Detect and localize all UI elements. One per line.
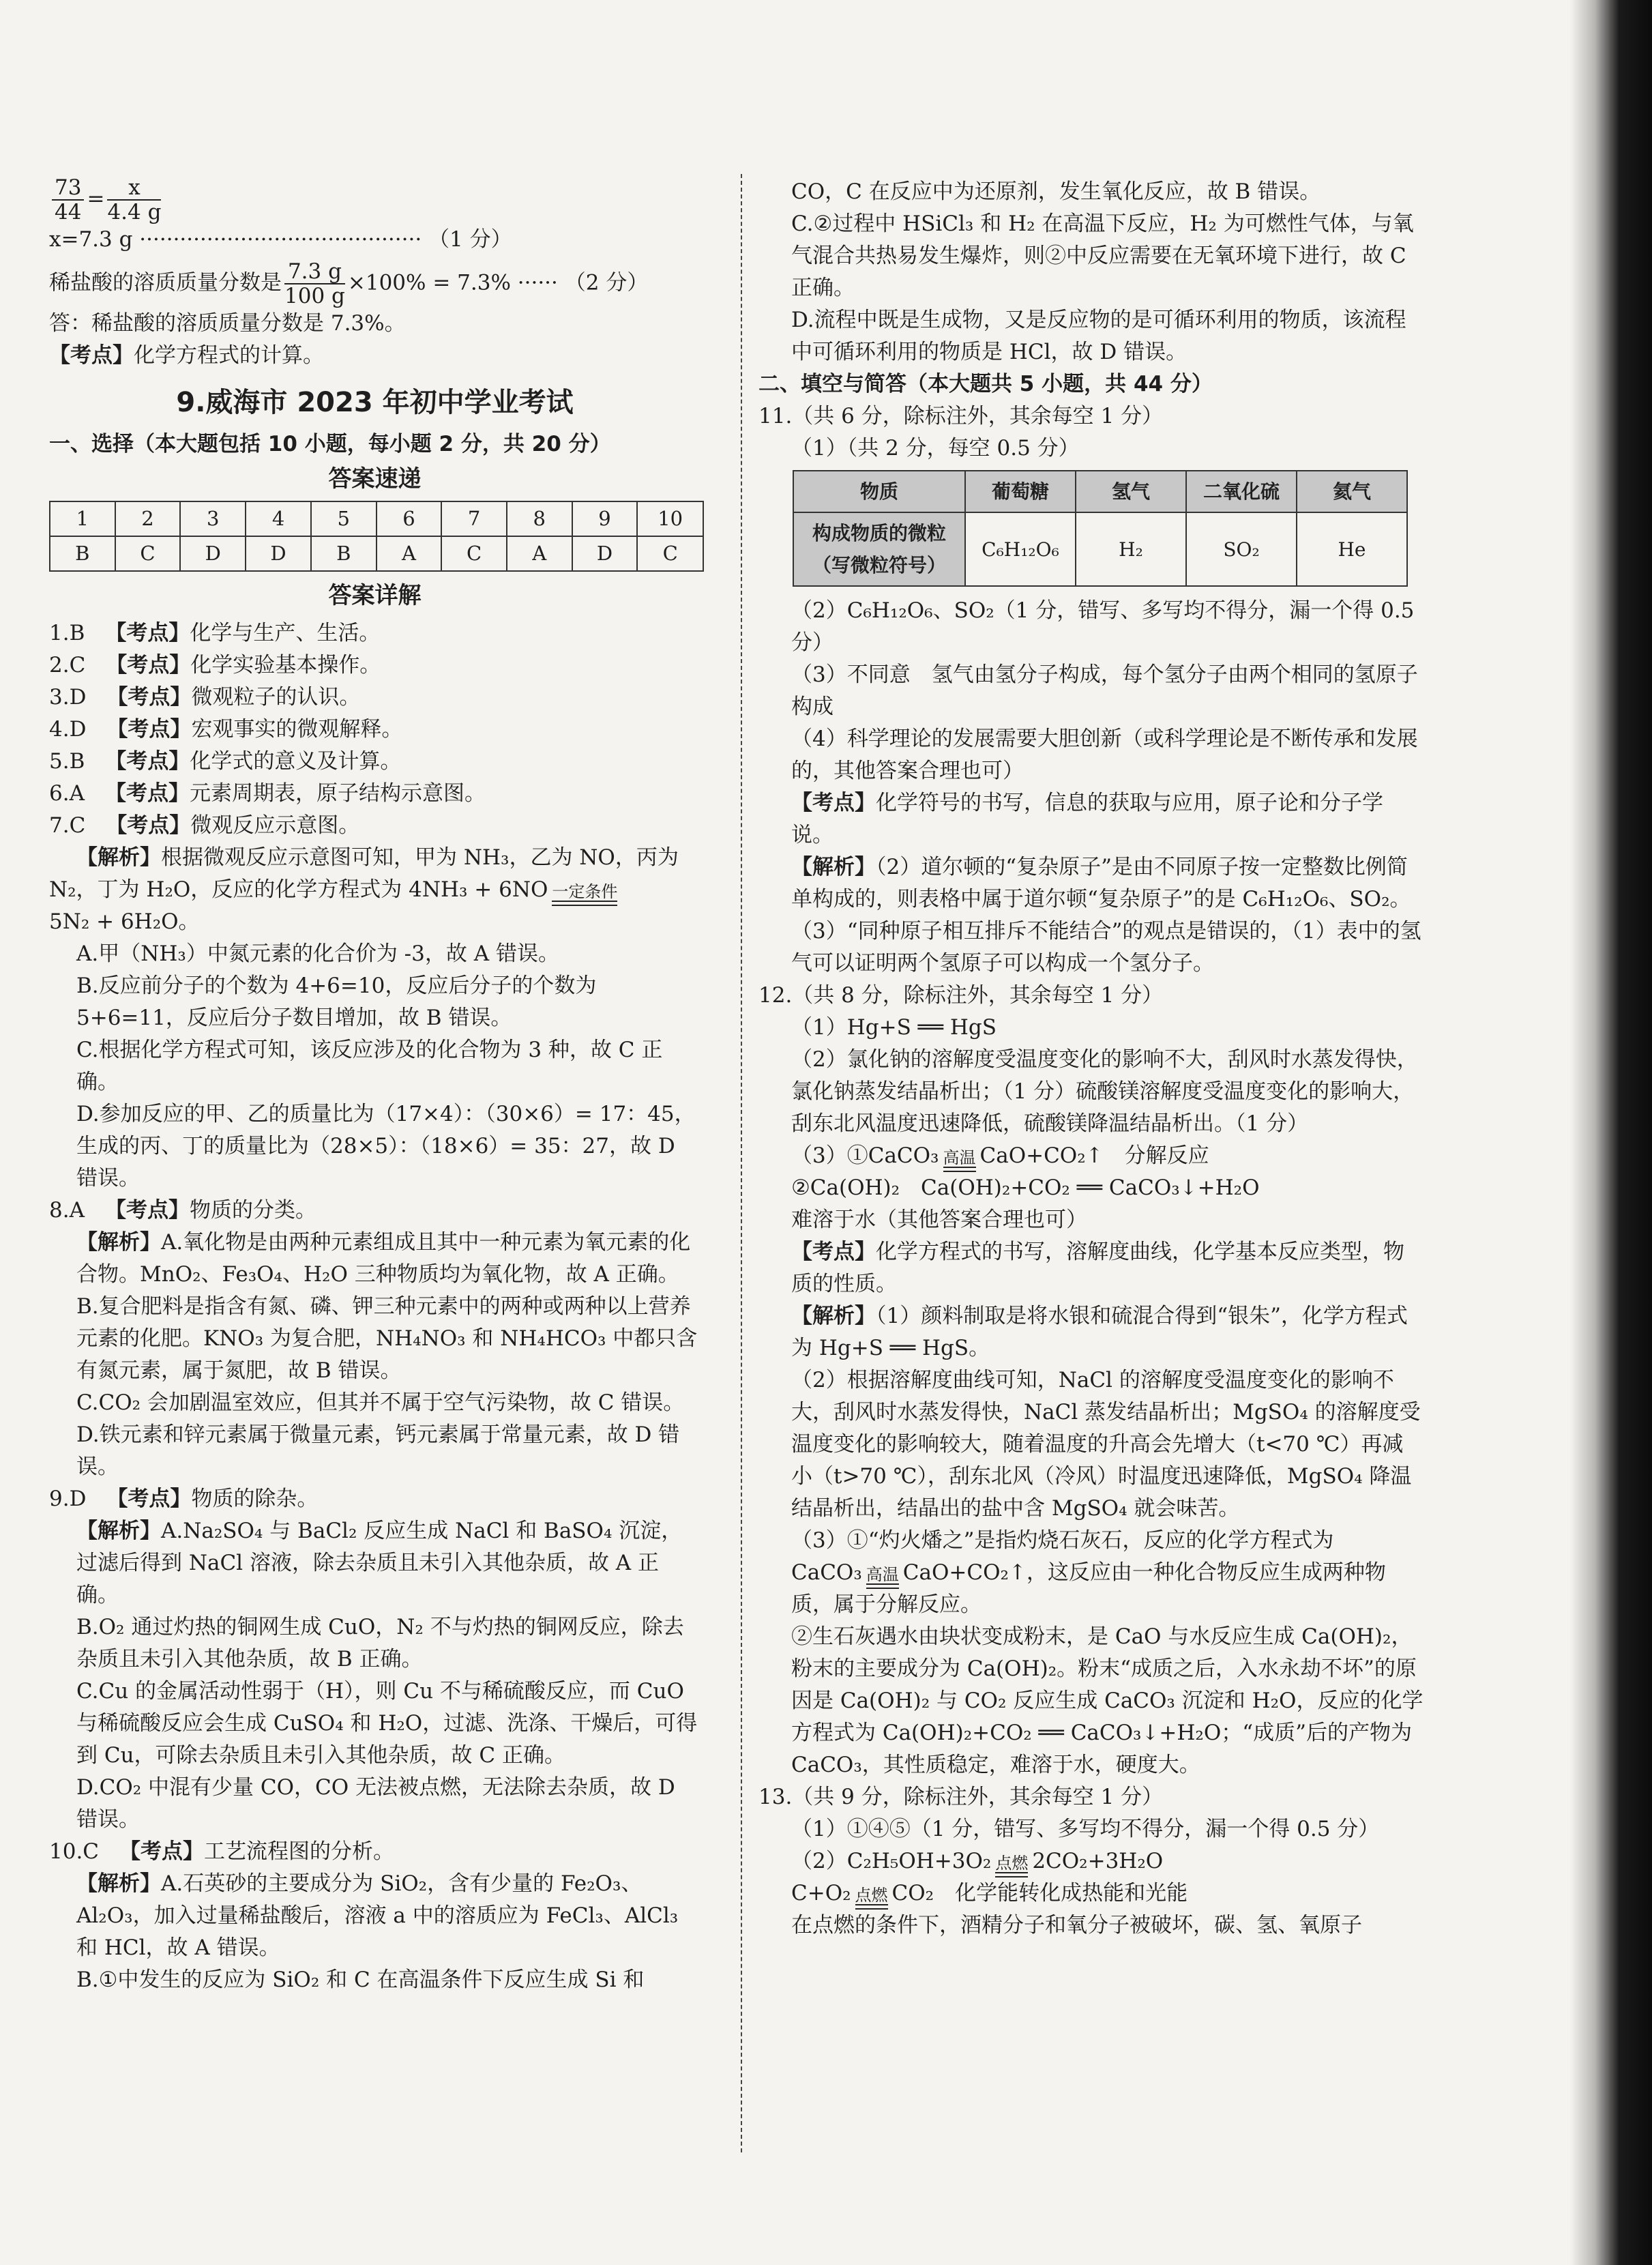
q13-part4: 在点燃的条件下，酒精分子和氧分子被破坏，碳、氢、氧原子	[791, 1913, 1362, 1938]
substance-table-row	[793, 512, 1407, 586]
answer-number-cell: 7	[441, 501, 507, 536]
reaction-arrow: 高温	[866, 1566, 899, 1589]
q10-option-c: C.②过程中 HSiCl₃ 和 H₂ 在高温下反应，H₂ 为可燃性气体，与氧气混合共热易发生爆炸，则②中反应需要在无氧环境下进行，故 C 正确。	[791, 211, 1414, 300]
q12-analysis-3b: CaCO₃ 高温 CaO+CO₂↑，这反应由一种化合物反应生成两种物质，属于分解反应。	[791, 1560, 1386, 1617]
q12-head: 12.（共 8 分，除标注外，其余每空 1 分）	[758, 983, 1164, 1008]
q10-option-d: D.流程中既是生成物，又是反应物的是可循环利用的物质，该流程中可循环利用的物质是 HCl，故 D 错误。	[791, 308, 1406, 364]
answer-value-row	[50, 536, 703, 571]
answer-item: 3.D 【考点】微观粒子的认识。	[49, 685, 361, 710]
substance-value-cell: SO₂	[1186, 512, 1297, 586]
answer-item: 2.C 【考点】化学实验基本操作。	[49, 653, 381, 677]
q7-equation-end: 5N₂ + 6H₂O。	[49, 909, 200, 934]
q8-line: 8.A 【考点】物质的分类。	[49, 1198, 316, 1223]
right-column	[758, 176, 1424, 1942]
fraction: $\frac{7.3 g}{100 g}$	[284, 259, 345, 308]
q8-option-b: B.复合肥料是指含有氮、磷、钾三种元素中的两种或两种以上营养元素的化肥。KNO₃ 为复合肥，NH₄NO₃ 和 NH₄HCO₃ 中都只含有氮元素，属于氮肥，故 B 错误。	[76, 1294, 698, 1383]
ratio-line: $\frac{73}{44}$ = $\frac{x}{4.4 g}$	[49, 176, 700, 224]
substance-header-cell: 氢气	[1076, 471, 1186, 512]
fraction: $\frac{x}{4.4 g}$	[107, 175, 162, 224]
q12-part3-3: 难溶于水（其他答案合理也可）	[791, 1208, 1087, 1232]
kaodian-line: 【考点】化学方程式的计算。	[49, 343, 324, 368]
reaction-arrow: 高温	[943, 1149, 976, 1172]
q12-part3-2: ②Ca(OH)₂ Ca(OH)₂+CO₂ ══ CaCO₃↓+H₂O	[791, 1175, 1260, 1200]
answer-number-row	[50, 501, 703, 536]
answer-value-cell: D	[246, 536, 311, 571]
answer-number-cell: 4	[246, 501, 311, 536]
scan-dark-edge	[1570, 0, 1652, 2265]
column-divider	[741, 174, 742, 2152]
q11-part4: （4）科学理论的发展需要大胆创新（或科学理论是不断传承和发展的，其他答案合理也可）	[791, 727, 1418, 783]
q12-analysis: 【解析】（1）颜料制取是将水银和硫混合得到“银朱”，化学方程式为 Hg+S ══ HgS。	[791, 1304, 1408, 1360]
item-list	[49, 617, 700, 842]
substance-row-label: 构成物质的微粒（写微粒符号）	[793, 512, 965, 586]
q9-line: 9.D 【考点】物质的除杂。	[49, 1487, 319, 1511]
detail-title: 答案详解	[328, 582, 422, 609]
q11-kaodian: 【考点】化学符号的书写，信息的获取与应用，原子论和分子学说。	[791, 791, 1383, 847]
substance-table	[793, 470, 1408, 587]
answer-value-cell: D	[572, 536, 638, 571]
q12-part1: （1）Hg+S ══ HgS	[791, 1015, 997, 1040]
q11-part2: （2）C₆H₁₂O₆、SO₂（1 分，错写、多写均不得分，漏一个得 0.5 分）	[791, 598, 1415, 655]
answer-value-cell: B	[50, 536, 115, 571]
reaction-arrow: 点燃	[995, 1854, 1028, 1877]
answer-number-cell: 5	[311, 501, 377, 536]
q9-analysis: 【解析】A.Na₂SO₄ 与 BaCl₂ 反应生成 NaCl 和 BaSO₄ 沉淀，过滤后得到 NaCl 溶液，除去杂质且未引入其他杂质，故 A 正确。	[76, 1519, 683, 1607]
q12-analysis-3: （3）①“灼火燔之”是指灼烧石灰石，反应的化学方程式为	[791, 1528, 1334, 1553]
answer-item: 4.D 【考点】宏观事实的微观解释。	[49, 717, 403, 742]
answer-value-cell: C	[115, 536, 181, 571]
substance-value-cell: He	[1297, 512, 1407, 586]
q10-option-b: B.①中发生的反应为 SiO₂ 和 C 在高温条件下反应生成 Si 和	[76, 1968, 645, 1992]
section2-header: 二、填空与简答（本大题共 5 小题，共 44 分）	[758, 372, 1213, 396]
q13-head: 13.（共 9 分，除标注外，其余每空 1 分）	[758, 1785, 1164, 1809]
q13-part1: （1）①④⑤（1 分，错写、多写均不得分，漏一个得 0.5 分）	[791, 1817, 1380, 1841]
q8-analysis: 【解析】A.氧化物是由两种元素组成且其中一种元素为氧元素的化合物。MnO₂、Fe₃O₄、H₂O 三种物质均为氧化物，故 A 正确。	[76, 1230, 691, 1287]
answer-number-cell: 8	[507, 501, 572, 536]
answer-item: 7.C 【考点】微观反应示意图。	[49, 813, 360, 838]
q8-option-d: D.铁元素和锌元素属于微量元素，钙元素属于常量元素，故 D 错误。	[76, 1422, 680, 1479]
q12-part3: （3）①CaCO₃ 高温 CaO+CO₂↑ 分解反应	[758, 1140, 1424, 1172]
q11-analysis-2: （3）“同种原子相互排斥不能结合”的观点是错误的，（1）表中的氢气可以证明两个氢原子可以构成一个氢分子。	[791, 919, 1421, 976]
reaction-arrow: 一定条件	[552, 883, 617, 906]
q10-continued: CO，C 在反应中为还原剂，发生氧化反应，故 B 错误。	[791, 179, 1321, 204]
answer-number-cell: 3	[180, 501, 246, 536]
q9-option-d: D.CO₂ 中混有少量 CO，CO 无法被点燃，无法除去杂质，故 D 错误。	[76, 1775, 675, 1832]
substance-header-cell: 葡萄糖	[965, 471, 1076, 512]
answer-number-cell: 2	[115, 501, 181, 536]
q11-head: 11.（共 6 分，除标注外，其余每空 1 分）	[758, 404, 1164, 428]
answer-item: 5.B 【考点】化学式的意义及计算。	[49, 749, 402, 774]
answer-value-cell: A	[507, 536, 572, 571]
q7-option-b: B.反应前分子的个数为 4+6=10，反应后分子的个数为 5+6=11，反应后分子数目增加，故 B 错误。	[76, 974, 597, 1030]
q12-part2: （2）氯化钠的溶解度受温度变化的影响不大，刮风时水蒸发得快，氯化钠蒸发结晶析出；（1 分）硫酸镁溶解度受温度变化的影响大，刮东北风温度迅速降低，硫酸镁降温结晶析出。（1 分）	[791, 1047, 1418, 1136]
answer-line: 答：稀盐酸的溶质质量分数是 7.3%。	[49, 311, 406, 336]
q7-option-c: C.根据化学方程式可知，该反应涉及的化合物为 3 种，故 C 正确。	[76, 1038, 663, 1094]
q11-part1: （1）（共 2 分，每空 0.5 分）	[791, 436, 1080, 461]
q7-option-d: D.参加反应的甲、乙的质量比为（17×4）：（30×6）= 17：45，生成的丙、丁的质量比为（28×5）：（18×6）= 35：27，故 D 错误。	[76, 1102, 696, 1190]
substance-value-cell: C₆H₁₂O₆	[965, 512, 1076, 586]
quick-answer-title: 答案速递	[328, 465, 422, 493]
answer-number-cell: 1	[50, 501, 115, 536]
mass-fraction-line: 稀盐酸的溶质质量分数是 $\frac{7.3 g}{100 g}$ ×100% = 7.3% ······ （2 分）	[49, 259, 649, 308]
answer-number-cell: 10	[637, 501, 703, 536]
answer-value-cell: A	[377, 536, 442, 571]
q7-option-a: A.甲（NH₃）中氮元素的化合价为 -3，故 A 错误。	[76, 941, 559, 966]
answer-item: 1.B 【考点】化学与生产、生活。	[49, 621, 381, 645]
left-column	[49, 176, 700, 1996]
exam-title: 9.威海市 2023 年初中学业考试	[176, 387, 574, 418]
x-result: x=7.3 g ·········································· （1 分）	[49, 227, 512, 252]
q8-option-c: C.CO₂ 会加剧温室效应，但其并不属于空气污染物，故 C 错误。	[76, 1390, 685, 1415]
reaction-arrow: 点燃	[855, 1886, 888, 1910]
answer-value-cell: C	[637, 536, 703, 571]
q9-option-c: C.Cu 的金属活动性弱于（H），则 Cu 不与稀硫酸反应，而 CuO 与稀硫酸反应会生成 CuSO₄ 和 H₂O，过滤、洗涤、干燥后，可得到 Cu，可除去杂质且未引入其他杂质，故 C 正确。	[76, 1679, 698, 1768]
q9-option-b: B.O₂ 通过灼热的铜网生成 CuO，N₂ 不与灼热的铜网反应，除去杂质且未引入其他杂质，故 B 正确。	[76, 1615, 684, 1671]
q13-part2: （2）C₂H₅OH+3O₂ 点燃 2CO₂+3H₂O	[758, 1845, 1424, 1877]
q13-part3: C+O₂ 点燃 CO₂ 化学能转化成热能和光能	[758, 1877, 1424, 1910]
q7-analysis: 【解析】根据微观反应示意图可知，甲为 NH₃，乙为 NO，丙为	[76, 845, 679, 870]
substance-table-header	[793, 471, 1407, 512]
q12-analysis-4: ②生石灰遇水由块状变成粉末，是 CaO 与水反应生成 Ca(OH)₂，粉末的主要成分为 Ca(OH)₂。粉末“成质之后，入水永劫不坏”的原因是 Ca(OH)₂ 与 CO₂ 反应生成 CaCO₃ 沉淀和 H₂O，反应的化学方程式为 Ca(OH)₂+CO₂ ══ CaCO₃↓+H₂O；“成质”后的产物为 CaCO₃，其性质稳定，难溶于水，硬度大。	[791, 1624, 1424, 1777]
q10-analysis: 【解析】A.石英砂的主要成分为 SiO₂，含有少量的 Fe₂O₃、Al₂O₃，加入过量稀盐酸后，溶液 a 中的溶质应为 FeCl₃、AlCl₃ 和 HCl，故 A 错误。	[76, 1871, 679, 1960]
q11-analysis: 【解析】（2）道尔顿的“复杂原子”是由不同原子按一定整数比例简单构成的，则表格中属于道尔顿“复杂原子”的是 C₆H₁₂O₆、SO₂。	[791, 855, 1411, 911]
substance-header-cell: 二氧化硫	[1186, 471, 1297, 512]
answer-table	[49, 501, 704, 572]
answer-number-cell: 6	[377, 501, 442, 536]
answer-item: 6.A 【考点】元素周期表，原子结构示意图。	[49, 781, 486, 806]
q10-line: 10.C 【考点】工艺流程图的分析。	[49, 1839, 395, 1864]
substance-value-cell: H₂	[1076, 512, 1186, 586]
q11-part3: （3）不同意 氢气由氢分子构成，每个氢分子由两个相同的氢原子构成	[791, 662, 1418, 719]
answer-value-cell: B	[311, 536, 377, 571]
answer-number-cell: 9	[572, 501, 638, 536]
q12-analysis-2: （2）根据溶解度曲线可知，NaCl 的溶解度受温度变化的影响不大，刮风时水蒸发得快，NaCl 蒸发结晶析出；MgSO₄ 的溶解度受温度变化的影响较大，随着温度的升高会先增大（t<70 ℃）再减小（t>70 ℃），刮东北风（冷风）时温度迅速降低，MgSO₄ 降温结晶析出，结晶出的盐中含 MgSO₄ 就会味苦。	[791, 1368, 1421, 1521]
substance-header-cell: 物质	[793, 471, 965, 512]
substance-header-cell: 氦气	[1297, 471, 1407, 512]
choice-header: 一、选择（本大题包括 10 小题，每小题 2 分，共 20 分）	[49, 432, 611, 456]
q12-kaodian: 【考点】化学方程式的书写，溶解度曲线，化学基本反应类型，物质的性质。	[791, 1240, 1404, 1296]
fraction: $\frac{73}{44}$	[52, 176, 84, 224]
answer-value-cell: D	[180, 536, 246, 571]
answer-value-cell: C	[441, 536, 507, 571]
q7-equation: N₂，丁为 H₂O，反应的化学方程式为 4NH₃ + 6NO 一定条件	[49, 874, 700, 906]
